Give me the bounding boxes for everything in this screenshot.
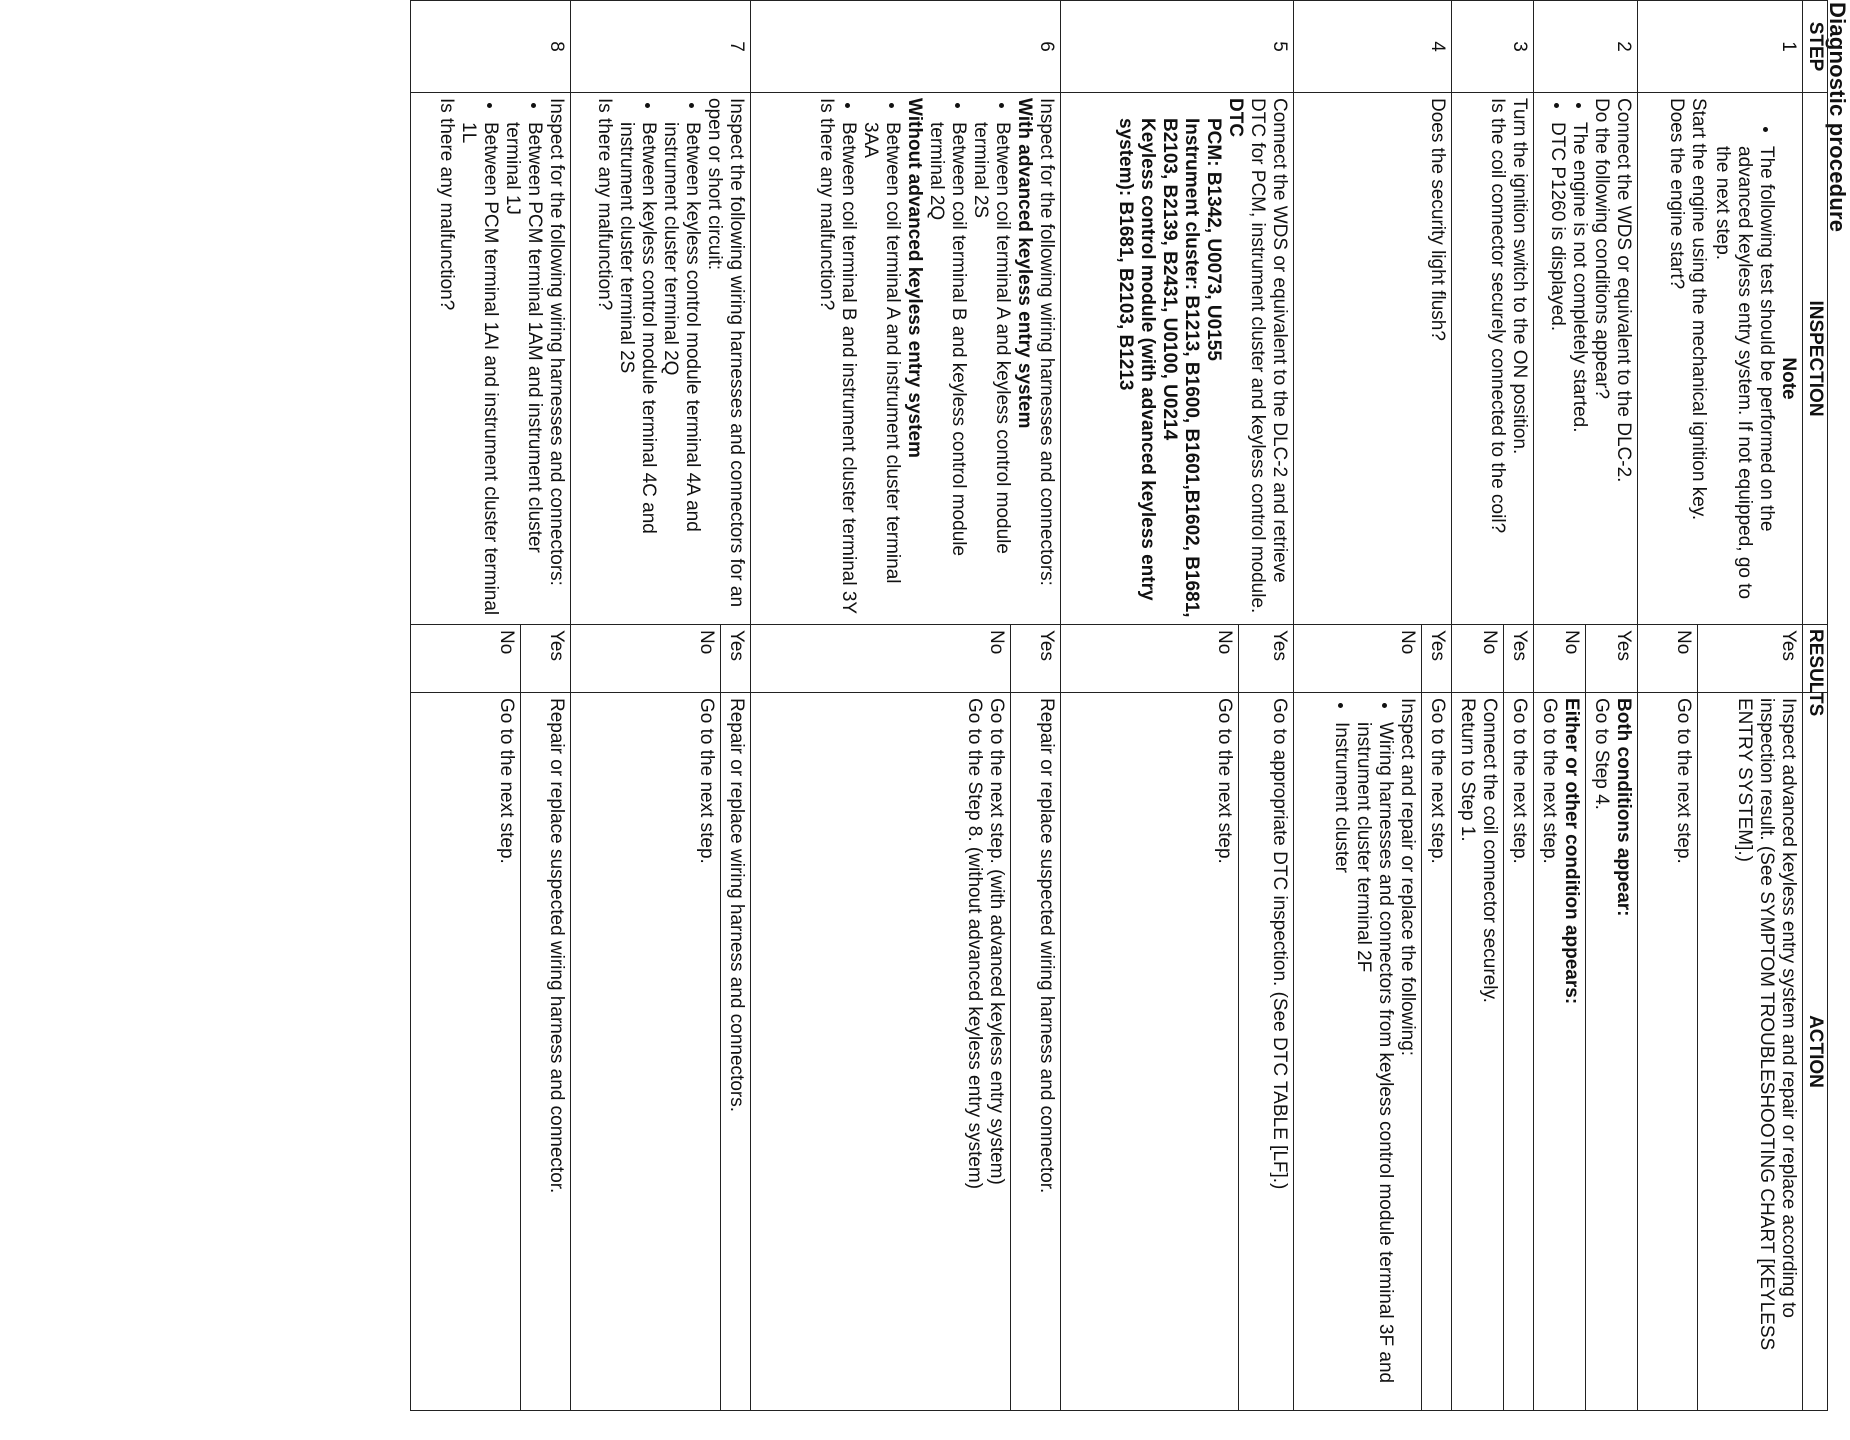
action-text: Go to Step 4. bbox=[1591, 698, 1612, 810]
result-no: No bbox=[1534, 625, 1586, 693]
header-row bbox=[1803, 1, 1828, 1411]
table-row bbox=[1011, 1, 1061, 1411]
header-action: ACTION bbox=[1803, 693, 1828, 1411]
action-text: Connect the coil connector securely. bbox=[1479, 698, 1500, 1003]
inspection-text: Inspect for the following wiring harnesses and connectors: bbox=[1036, 98, 1057, 586]
inspection-question: Does the security light flush? bbox=[1427, 98, 1448, 341]
action-text: Inspect and repair or replace the following: bbox=[1397, 698, 1418, 1057]
inspection-cell bbox=[1638, 93, 1803, 625]
result-yes: Yes bbox=[1011, 625, 1061, 693]
diagnostic-table bbox=[410, 0, 1828, 1411]
list-item: • Between keyless control module terminal 4A and instrument cluster terminal 2Q bbox=[659, 120, 703, 619]
step-number: 8 bbox=[411, 1, 571, 93]
action-no bbox=[1294, 693, 1422, 1411]
action-no: Go to the next step. bbox=[1638, 693, 1698, 1411]
list-item: • Instrument cluster bbox=[1330, 720, 1352, 1405]
table-row bbox=[1504, 1, 1534, 1411]
list-item: • Between keyless control module terminal 4C and instrument cluster terminal 2S bbox=[615, 120, 659, 619]
table-row bbox=[721, 1, 751, 1411]
action-yes bbox=[1586, 693, 1638, 1411]
dtc-keyless-control-module: Keyless control module (with advanced keyless entry system): B1681, B2103, B1213 bbox=[1115, 118, 1158, 601]
action-no bbox=[751, 693, 1011, 1411]
table-row bbox=[1239, 1, 1294, 1411]
result-yes: Yes bbox=[1698, 625, 1803, 693]
result-yes: Yes bbox=[721, 625, 751, 693]
table-row bbox=[1698, 1, 1803, 1411]
step-number: 4 bbox=[1294, 1, 1452, 93]
inspection-text: Turn the ignition switch to the ON position. bbox=[1509, 98, 1530, 455]
action-text: Go to the next step. (with advanced keyless entry system) bbox=[986, 698, 1007, 1185]
header-results: RESULTS bbox=[1803, 625, 1828, 693]
without-list bbox=[837, 98, 903, 619]
without-heading: Without advanced keyless entry system bbox=[904, 98, 925, 458]
action-no: Go to the next step. bbox=[571, 693, 721, 1411]
step-number: 7 bbox=[571, 1, 751, 93]
action-yes: Repair or replace suspected wiring harness and connector. bbox=[521, 693, 571, 1411]
inspection-text: Start the engine using the mechanical ignition key. bbox=[1688, 98, 1709, 521]
action-no bbox=[1534, 693, 1586, 1411]
header-inspection: INSPECTION bbox=[1803, 93, 1828, 625]
list-item: • Between coil terminal A and instrument cluster terminal 3AA bbox=[859, 120, 903, 619]
inspection-text: Inspect the following wiring harnesses and connectors for an open or short circuit: bbox=[704, 98, 747, 608]
with-list bbox=[925, 98, 1013, 619]
inspection-question: Is there any malfunction? bbox=[436, 98, 457, 311]
action-yes: Go to the next step. bbox=[1504, 693, 1534, 1411]
result-yes: Yes bbox=[521, 625, 571, 693]
step-number: 2 bbox=[1534, 1, 1638, 93]
note-item: • The following test should be performed on the advanced keyless entry system. If not equipped, go to the next step. bbox=[1711, 144, 1777, 619]
repair-list bbox=[1330, 698, 1396, 1405]
list-item: • Between coil terminal B and instrument cluster terminal 3Y bbox=[837, 120, 859, 619]
inspection-cell bbox=[571, 93, 751, 625]
list-item: • Between coil terminal B and keyless control module terminal 2Q bbox=[925, 120, 969, 619]
header-step: STEP bbox=[1803, 1, 1828, 93]
list-item: • Wiring harnesses and connectors from keyless control module terminal 3F and instrument cluster terminal 2F bbox=[1352, 720, 1396, 1405]
result-yes: Yes bbox=[1239, 625, 1294, 693]
result-no: No bbox=[571, 625, 721, 693]
inspection-question: Is there any malfunction? bbox=[816, 98, 837, 311]
action-no: Go to the next step. bbox=[411, 693, 521, 1411]
inspection-cell bbox=[1061, 93, 1294, 625]
result-yes: Yes bbox=[1504, 625, 1534, 693]
note-list bbox=[1711, 98, 1777, 619]
page-title: Diagnostic procedure bbox=[1825, 2, 1850, 233]
result-yes: Yes bbox=[1422, 625, 1452, 693]
action-condition: Either or other condition appears: bbox=[1561, 698, 1582, 1005]
condition-list bbox=[1546, 98, 1590, 619]
result-yes: Yes bbox=[1586, 625, 1638, 693]
action-text: Go to the next step. bbox=[1539, 698, 1560, 864]
step-number: 3 bbox=[1452, 1, 1534, 93]
inspection-question: Is there any malfunction? bbox=[594, 98, 615, 311]
table-row bbox=[521, 1, 571, 1411]
harness-list bbox=[457, 98, 545, 619]
inspection-question: Does the engine start? bbox=[1666, 98, 1687, 290]
action-yes: Go to appropriate DTC inspection. (See DTC TABLE [LF].) bbox=[1239, 693, 1294, 1411]
harness-list bbox=[615, 98, 703, 619]
step-number: 6 bbox=[751, 1, 1061, 93]
dtc-heading: DTC bbox=[1225, 98, 1246, 138]
action-text: Return to Step 1. bbox=[1457, 698, 1478, 842]
result-no: No bbox=[1638, 625, 1698, 693]
action-condition: Both conditions appear: bbox=[1613, 698, 1634, 917]
action-yes: Repair or replace suspected wiring harness and connector. bbox=[1011, 693, 1061, 1411]
inspection-cell bbox=[751, 93, 1061, 625]
action-no: Go to the next step. bbox=[1061, 693, 1239, 1411]
inspection-text: Connect the WDS or equivalent to the DLC-2 and retrieve DTC for PCM, instrument cluster and keyless control module. bbox=[1247, 98, 1290, 614]
action-no bbox=[1452, 693, 1504, 1411]
inspection-question: Is the coil connector securely connected to the coil? bbox=[1487, 98, 1508, 534]
dtc-instrument-cluster: Instrument cluster: B1213, B1600, B1601,B1602, B1681, B2103, B2139, B2431, U0100, U0214 bbox=[1159, 118, 1202, 618]
inspection-question: Do the following conditions appear? bbox=[1591, 98, 1612, 400]
inspection-text: Inspect for the following wiring harnesses and connectors: bbox=[546, 98, 567, 586]
note-heading: Note bbox=[1778, 357, 1799, 400]
action-text: Go to the Step 8. (without advanced keyless entry system) bbox=[964, 698, 985, 1190]
result-no: No bbox=[1294, 625, 1422, 693]
table-row bbox=[1586, 1, 1638, 1411]
list-item: • Between PCM terminal 1AI and instrument cluster terminal 1L bbox=[457, 120, 501, 619]
action-yes: Inspect advanced keyless entry system and repair or replace according to inspection result. (See SYMPTOM TROUBLESHOOTING CHART [KEYLESS ENTRY SYSTEM].) bbox=[1698, 693, 1803, 1411]
dtc-pcm: PCM: B1342, U0073, U0155 bbox=[1203, 118, 1224, 361]
action-yes: Repair or replace wiring harness and connectors. bbox=[721, 693, 751, 1411]
action-yes: Go to the next step. bbox=[1422, 693, 1452, 1411]
step-number: 5 bbox=[1061, 1, 1294, 93]
inspection-text: Connect the WDS or equivalent to the DLC-2. bbox=[1613, 98, 1634, 483]
with-heading: With advanced keyless entry system bbox=[1014, 98, 1035, 429]
table-row bbox=[1422, 1, 1452, 1411]
list-item: • Between coil terminal A and keyless control module terminal 2S bbox=[969, 120, 1013, 619]
result-no: No bbox=[411, 625, 521, 693]
inspection-cell bbox=[1452, 93, 1534, 625]
inspection-cell bbox=[1294, 93, 1452, 625]
step-number: 1 bbox=[1638, 1, 1803, 93]
list-item: • DTC P1260 is displayed. bbox=[1546, 120, 1568, 619]
inspection-cell bbox=[1534, 93, 1638, 625]
inspection-cell bbox=[411, 93, 571, 625]
list-item: • Between PCM terminal 1AM and instrument cluster terminal 1J bbox=[501, 120, 545, 619]
result-no: No bbox=[1452, 625, 1504, 693]
result-no: No bbox=[1061, 625, 1239, 693]
result-no: No bbox=[751, 625, 1011, 693]
list-item: • The engine is not completely started. bbox=[1568, 120, 1590, 619]
